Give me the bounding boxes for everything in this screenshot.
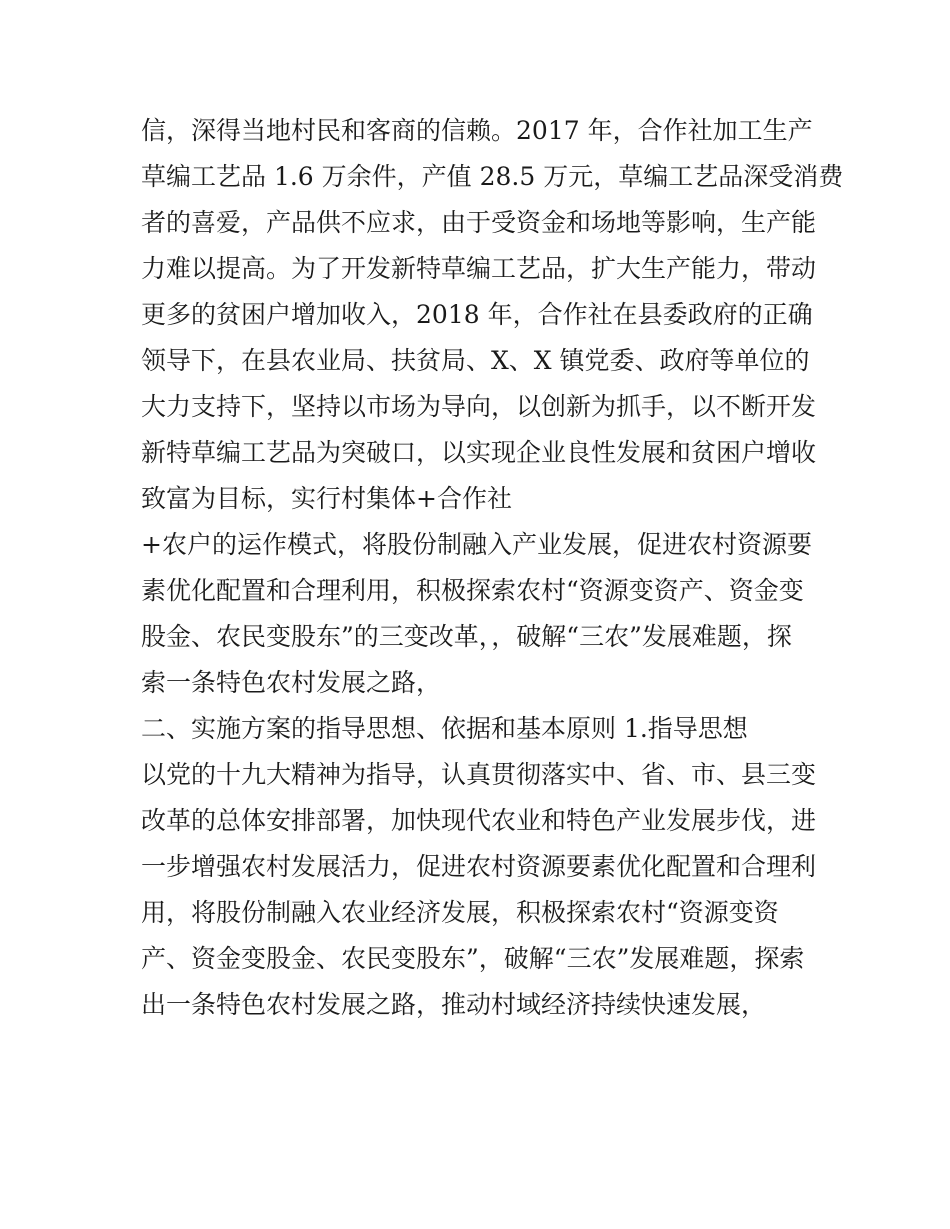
text-line-12: 股金、农民变股东”的三变改革，，破解“三农”发展难题，探 <box>141 622 792 651</box>
text-line-9: 致富为目标，实行村集体+合作社 <box>141 484 512 513</box>
text-line-2: 草编工艺品 1.6 万余件，产值 28.5 万元，草编工艺品深受消费 <box>141 162 844 191</box>
text-line-7: 大力支持下，坚持以市场为导向，以创新为抓手，以不断开发 <box>141 392 817 421</box>
text-line-10: +农户的运作模式，将股份制融入产业发展，促进农村资源要 <box>141 530 812 559</box>
text-line-4: 力难以提高。为了开发新特草编工艺品，扩大生产能力，带动 <box>141 254 817 283</box>
text-line-11: 素优化配置和合理利用，积极探索农村“资源变资产、资金变 <box>141 576 804 605</box>
body-text <box>141 108 844 1028</box>
section-heading: 二、实施方案的指导思想、依据和基本原则 1.指导思想 <box>141 714 748 743</box>
text-line-19: 产、资金变股金、农民变股东”，破解“三农”发展难题，探索 <box>141 944 805 973</box>
text-line-20: 出一条特色农村发展之路，推动村域经济持续快速发展， <box>141 990 767 1019</box>
text-line-1: 信，深得当地村民和客商的信赖。2017 年，合作社加工生产 <box>141 116 813 145</box>
text-line-8: 新特草编工艺品为突破口，以实现企业良性发展和贫困户增收 <box>141 438 817 467</box>
text-line-17: 一步增强农村发展活力，促进农村资源要素优化配置和合理利 <box>141 852 817 881</box>
text-line-5: 更多的贫困户增加收入，2018 年，合作社在县委政府的正确 <box>141 300 813 329</box>
text-line-6: 领导下，在县农业局、扶贫局、X、X 镇党委、政府等单位的 <box>141 346 810 375</box>
text-line-16: 改革的总体安排部署，加快现代农业和特色产业发展步伐，进 <box>141 806 817 835</box>
text-line-18: 用，将股份制融入农业经济发展，积极探索农村“资源变资 <box>141 898 779 927</box>
text-line-15: 以党的十九大精神为指导，认真贯彻落实中、省、市、县三变 <box>141 760 817 789</box>
text-line-3: 者的喜爱，产品供不应求，由于受资金和场地等影响，生产能 <box>141 208 817 237</box>
text-line-13: 索一条特色农村发展之路， <box>141 668 442 697</box>
